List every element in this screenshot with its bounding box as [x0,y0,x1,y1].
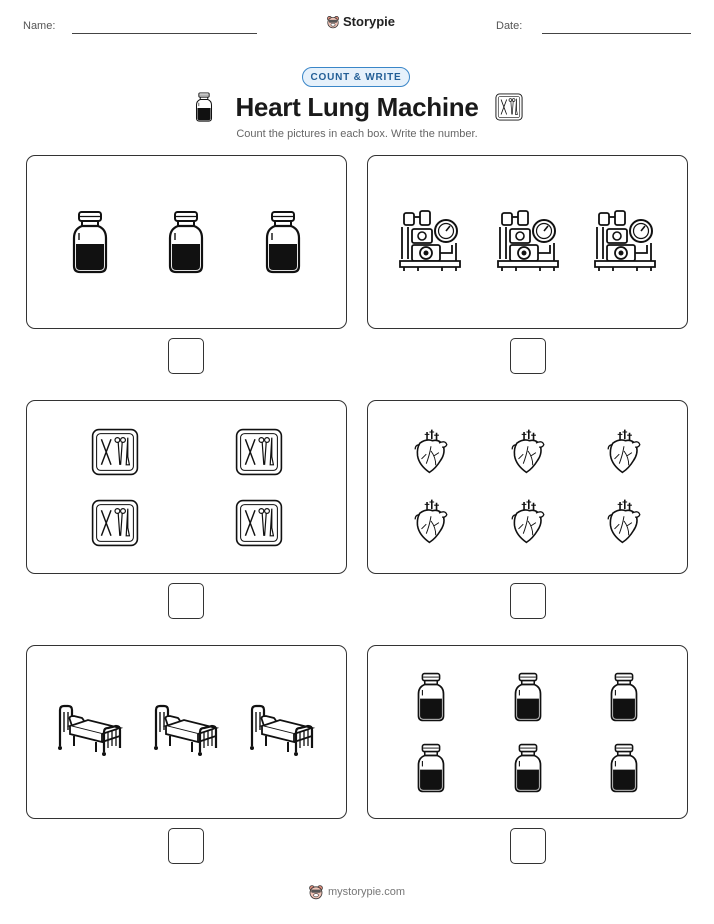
page-title: Heart Lung Machine [235,92,479,122]
footer-url[interactable]: mystorypie.com [328,886,406,898]
heart-lung-machine-icon [593,209,657,273]
date-line[interactable] [542,33,691,34]
answer-box-5[interactable] [168,828,204,864]
answer-box-6[interactable] [510,828,546,864]
footer [308,884,405,900]
count-box-3 [26,400,347,574]
heart-icon [605,427,643,475]
surgical-tools-icon [91,428,139,476]
answer-box-3[interactable] [168,583,204,619]
blood-vial-icon [608,743,640,793]
name-label: Name: [23,20,56,32]
surgical-tools-icon [235,499,283,547]
answer-box-2[interactable] [510,338,546,374]
surgical-tools-icon [91,499,139,547]
surgical-tools-icon [235,428,283,476]
answer-box-1[interactable] [168,338,204,374]
blood-vial-icon [70,210,110,274]
blood-vial-icon [512,672,544,722]
count-box-6 [367,645,688,819]
blood-vial-icon [263,210,303,274]
heart-lung-machine-icon [496,209,560,273]
bear-logo-icon [326,15,340,29]
brand-logo [326,14,395,29]
heart-lung-machine-icon [398,209,462,273]
surgical-tools-icon [495,93,523,121]
brand-name: Storypie [343,14,396,29]
heart-icon [509,427,547,475]
count-box-2 [367,155,688,329]
heart-icon [412,497,450,545]
date-label: Date: [496,20,523,32]
count-box-1 [26,155,347,329]
blood-vial-icon [512,743,544,793]
blood-vial-icon [415,743,447,793]
heart-icon [412,427,450,475]
count-box-5 [26,645,347,819]
instructions: Count the pictures in each box. Write the number. [236,128,478,140]
blood-vial-icon [415,672,447,722]
blood-vial-icon [608,672,640,722]
hospital-bed-icon [150,702,222,758]
count-box-4 [367,400,688,574]
heart-icon [509,497,547,545]
name-line[interactable] [72,33,257,34]
blood-vial-icon [166,210,206,274]
answer-box-4[interactable] [510,583,546,619]
count-write-badge: COUNT & WRITE [302,67,410,87]
bear-logo-icon [308,884,324,900]
hospital-bed-icon [246,702,318,758]
heart-icon [605,497,643,545]
hospital-bed-icon [54,702,126,758]
